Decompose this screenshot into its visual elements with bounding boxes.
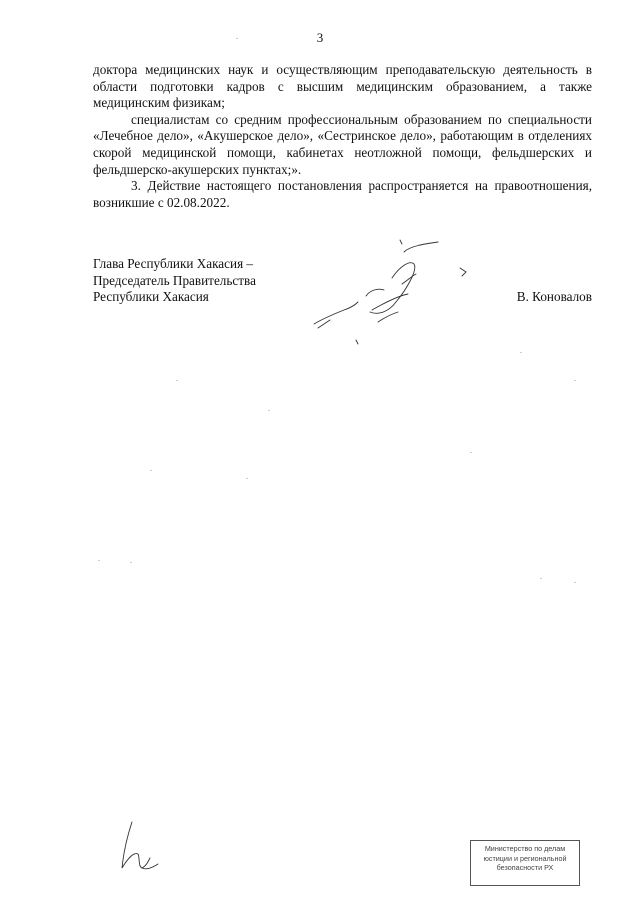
scan-speck — [574, 582, 576, 583]
scan-speck — [268, 410, 270, 411]
handwritten-signature — [300, 232, 490, 352]
paragraph-clause-3: 3. Действие настоящего постановления распространяется на правоотношения, возникшие с 02.08.2022. — [93, 178, 592, 210]
scan-speck — [150, 470, 152, 471]
paragraph-continuation: доктора медицинских наук и осуществляющим преподавательскую деятельность в области подготовки кадров с высшим медицинским образованием, а также медицинским физикам; — [93, 62, 592, 111]
document-body — [93, 62, 592, 211]
signatory-name: В. Коновалов — [516, 289, 592, 304]
scan-speck — [246, 478, 248, 479]
scan-speck — [470, 452, 472, 453]
scan-speck — [176, 380, 178, 381]
scan-speck — [98, 560, 100, 561]
scan-speck — [236, 38, 238, 39]
paragraph-specialists: специалистам со средним профессиональным образованием по специальности «Лечебное дело», «Акушерское дело», «Сестринское дело», работающим в отделениях скорой медицинской помощи, кабинетах неотложной помощи, фельдшерских и фельдшерско-акушерских пунктах;». — [93, 111, 592, 177]
scan-speck — [130, 562, 132, 563]
signatory-title — [93, 256, 256, 306]
stamp-line-3: безопасности РХ — [496, 863, 554, 873]
scan-speck — [574, 380, 576, 381]
registration-stamp — [470, 840, 580, 886]
page-number: 3 — [316, 30, 324, 45]
signatory-title-line-2: Председатель Правительства — [93, 272, 256, 288]
stamp-line-2: юстиции и региональной — [483, 853, 567, 863]
signatory-title-line-1: Глава Республики Хакасия – — [93, 256, 254, 271]
scan-speck — [540, 578, 542, 579]
handwritten-initials — [118, 818, 162, 874]
signatory-title-line-3: Республики Хакасия — [93, 289, 209, 305]
scan-speck — [520, 352, 522, 353]
stamp-line-1: Министерство по делам — [484, 844, 566, 853]
